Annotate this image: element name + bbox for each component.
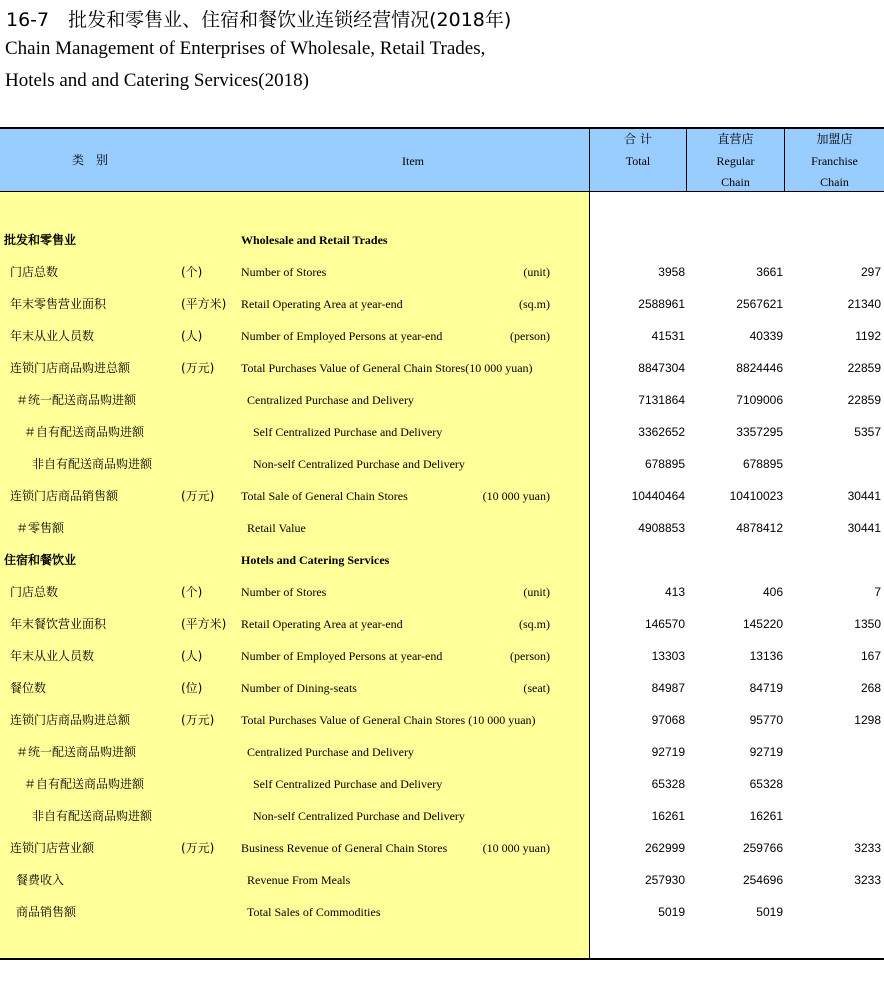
cell-franchise: 7 <box>874 585 881 599</box>
row-label-en: Non-self Centralized Purchase and Delivery <box>253 809 465 823</box>
header-category-cn: 类 别 <box>71 153 108 167</box>
row-label-en: Total Sale of General Chain Stores <box>241 489 408 503</box>
cell-regular: 84719 <box>749 681 783 695</box>
cell-total: 84987 <box>651 681 685 695</box>
cell-total: 13303 <box>651 649 685 663</box>
cell-total: 8847304 <box>638 361 685 375</box>
row-label-en: Centralized Purchase and Delivery <box>247 393 414 407</box>
cell-total: 146570 <box>644 617 685 631</box>
cell-total: 3362652 <box>638 425 685 439</box>
row-unit-en: (sq.m) <box>519 617 550 631</box>
cell-franchise: 1350 <box>854 617 881 631</box>
row-unit-cn: (平方米) <box>181 617 227 631</box>
header-regular-en-2: Chain <box>721 175 750 189</box>
cell-franchise: 22859 <box>847 361 881 375</box>
cell-regular: 13136 <box>749 649 783 663</box>
row-label-cn: 商品销售额 <box>16 905 77 919</box>
cell-franchise: 1192 <box>855 329 881 343</box>
row-unit-en: (seat) <box>523 681 550 695</box>
row-unit-cn: (位) <box>181 681 203 695</box>
cell-total: 4908853 <box>638 521 685 535</box>
cell-regular: 40339 <box>749 329 783 343</box>
row-label-cn: ＃统一配送商品购进额 <box>16 393 137 407</box>
cell-total: 7131864 <box>638 393 685 407</box>
header-total-cn: 合 计 <box>624 132 652 146</box>
cell-total: 97068 <box>651 713 685 727</box>
row-unit-cn: (人) <box>181 329 203 343</box>
row-unit-en: (sq.m) <box>519 297 550 311</box>
row-label-en: Number of Employed Persons at year-end <box>241 329 443 343</box>
row-label-cn: 门店总数 <box>10 585 59 599</box>
cell-franchise: 297 <box>860 265 881 279</box>
header-franchise-en-1: Franchise <box>811 154 858 168</box>
cell-regular: 254696 <box>742 873 783 887</box>
cell-total: 65328 <box>651 777 685 791</box>
cell-franchise: 30441 <box>847 489 881 503</box>
header-total-en: Total <box>625 154 651 168</box>
cell-franchise: 22859 <box>847 393 881 407</box>
cell-total: 262999 <box>644 841 685 855</box>
row-label-en: Total Purchases Value of General Chain Stores (10 000 yuan) <box>241 713 536 727</box>
cell-regular: 145220 <box>742 617 783 631</box>
row-label-en: Retail Operating Area at year-end <box>241 297 403 311</box>
cell-franchise: 3233 <box>854 873 881 887</box>
cell-franchise: 5357 <box>854 425 881 439</box>
section-title-en: Wholesale and Retail Trades <box>241 233 388 247</box>
row-label-en: Non-self Centralized Purchase and Delivery <box>253 457 465 471</box>
column-divider <box>589 129 590 958</box>
cell-franchise: 268 <box>860 681 881 695</box>
cell-regular: 2567621 <box>736 297 783 311</box>
row-label-en: Centralized Purchase and Delivery <box>247 745 414 759</box>
row-unit-en: (person) <box>510 649 550 663</box>
cell-regular: 4878412 <box>736 521 783 535</box>
row-unit-en: (unit) <box>523 265 550 279</box>
row-label-cn: ＃自有配送商品购进额 <box>24 777 145 791</box>
cell-regular: 5019 <box>756 905 783 919</box>
row-label-cn: 餐费收入 <box>16 873 65 887</box>
row-label-en: Retail Value <box>247 521 306 535</box>
cell-regular: 678895 <box>742 457 783 471</box>
header-regular-en-1: Regular <box>716 154 755 168</box>
row-unit-en: (person) <box>510 329 550 343</box>
cell-total: 5019 <box>658 905 685 919</box>
row-unit-cn: (万元) <box>181 489 215 503</box>
row-label-cn: ＃自有配送商品购进额 <box>24 425 145 439</box>
cell-total: 413 <box>664 585 685 599</box>
section-title-en: Hotels and Catering Services <box>241 553 390 567</box>
cell-franchise: 30441 <box>847 521 881 535</box>
cell-regular: 406 <box>762 585 783 599</box>
row-label-cn: 连锁门店商品销售额 <box>10 489 119 503</box>
header-franchise-en-2: Chain <box>820 175 849 189</box>
row-unit-en: (unit) <box>523 585 550 599</box>
table-title-en-line1: Chain Management of Enterprises of Wholesale, Retail Trades, <box>5 38 486 59</box>
table-bottom-rule <box>0 958 884 960</box>
row-label-cn: 非自有配送商品购进额 <box>32 457 153 471</box>
row-label-en: Number of Dining-seats <box>241 681 357 695</box>
cell-total: 41531 <box>651 329 685 343</box>
row-label-en: Number of Employed Persons at year-end <box>241 649 443 663</box>
cell-regular: 259766 <box>742 841 783 855</box>
row-label-cn: 年末餐饮营业面积 <box>10 617 107 631</box>
row-unit-cn: (万元) <box>181 361 215 375</box>
header-item-en: Item <box>402 154 424 168</box>
row-label-cn: 餐位数 <box>10 681 47 695</box>
cell-regular: 95770 <box>749 713 783 727</box>
cell-total: 3958 <box>658 265 685 279</box>
row-label-en: Self Centralized Purchase and Delivery <box>253 777 443 791</box>
section-title-cn: 批发和零售业 <box>4 233 77 247</box>
cell-regular: 92719 <box>749 745 783 759</box>
row-unit-cn: (个) <box>181 265 203 279</box>
cell-regular: 65328 <box>749 777 783 791</box>
cell-franchise: 167 <box>860 649 881 663</box>
section-title-cn: 住宿和餐饮业 <box>4 553 77 567</box>
row-label-cn: ＃零售额 <box>16 521 65 535</box>
cell-regular: 10410023 <box>729 489 783 503</box>
cell-total: 257930 <box>644 873 685 887</box>
cell-total: 678895 <box>644 457 685 471</box>
cell-total: 92719 <box>651 745 685 759</box>
row-unit-cn: (人) <box>181 649 203 663</box>
table-title-en-line2: Hotels and and Catering Services(2018) <box>5 70 309 91</box>
row-label-cn: 年末从业人员数 <box>10 649 95 663</box>
row-label-cn: 连锁门店商品购进总额 <box>10 361 131 375</box>
row-unit-cn: (平方米) <box>181 297 227 311</box>
cell-regular: 7109006 <box>736 393 783 407</box>
cell-franchise: 21340 <box>847 297 881 311</box>
cell-regular: 8824446 <box>736 361 783 375</box>
table-title-cn: 16-7 批发和零售业、住宿和餐饮业连锁经营情况(2018年) <box>6 9 512 31</box>
header-franchise-cn: 加盟店 <box>816 132 853 146</box>
header-regular-cn: 直营店 <box>717 132 754 146</box>
row-label-cn: 门店总数 <box>10 265 59 279</box>
cell-franchise: 1298 <box>854 713 881 727</box>
row-unit-en: (10 000 yuan) <box>482 489 550 503</box>
row-label-cn: 非自有配送商品购进额 <box>32 809 153 823</box>
row-label-en: Revenue From Meals <box>247 873 351 887</box>
row-label-cn: ＃统一配送商品购进额 <box>16 745 137 759</box>
cell-total: 16261 <box>651 809 685 823</box>
row-unit-cn: (个) <box>181 585 203 599</box>
cell-total: 10440464 <box>631 489 685 503</box>
cell-regular: 3661 <box>756 265 783 279</box>
row-label-en: Total Purchases Value of General Chain Stores(10 000 yuan) <box>241 361 533 375</box>
row-unit-cn: (万元) <box>181 841 215 855</box>
row-label-en: Self Centralized Purchase and Delivery <box>253 425 443 439</box>
row-label-en: Retail Operating Area at year-end <box>241 617 403 631</box>
row-label-cn: 年末零售营业面积 <box>10 297 107 311</box>
row-label-en: Number of Stores <box>241 585 327 599</box>
row-label-cn: 连锁门店商品购进总额 <box>10 713 131 727</box>
row-unit-en: (10 000 yuan) <box>482 841 550 855</box>
cell-total: 2588961 <box>638 297 685 311</box>
row-label-en: Total Sales of Commodities <box>247 905 381 919</box>
row-unit-cn: (万元) <box>181 713 215 727</box>
row-label-en: Number of Stores <box>241 265 327 279</box>
cell-franchise: 3233 <box>854 841 881 855</box>
cell-regular: 3357295 <box>736 425 783 439</box>
row-label-en: Business Revenue of General Chain Stores <box>241 841 448 855</box>
row-label-cn: 连锁门店营业额 <box>10 841 95 855</box>
row-label-cn: 年末从业人员数 <box>10 329 95 343</box>
cell-regular: 16261 <box>749 809 783 823</box>
